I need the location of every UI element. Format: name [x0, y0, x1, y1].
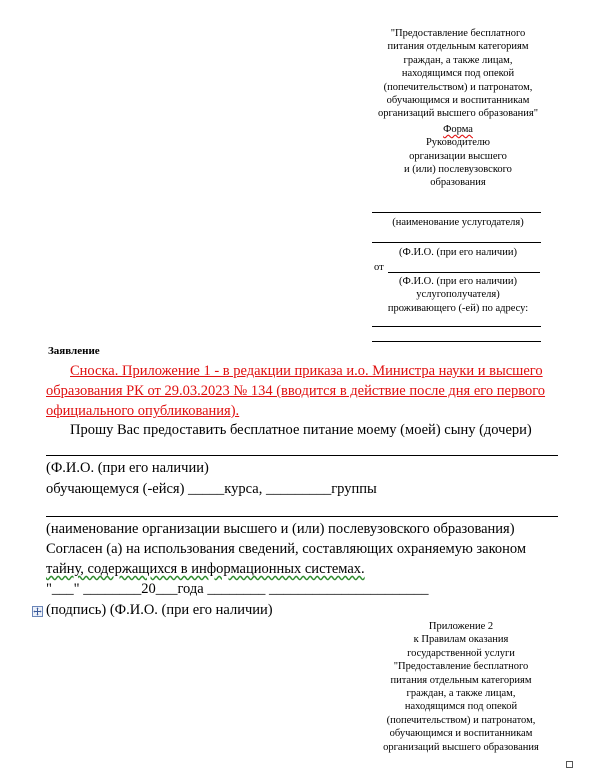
header-quote-line: организаций высшего образования": [377, 108, 538, 120]
header-quote-line: находящимся под опекой: [401, 68, 515, 80]
appendix-line: находящимся под опекой: [404, 701, 518, 713]
appendix-line: Приложение 2: [428, 621, 494, 632]
footnote-line: образования РК от 29.03.2023 № 134 (вводится в действие после дня его первого: [46, 383, 546, 399]
date-signature-line: "___" ________20___года ________ ______________________: [46, 581, 429, 597]
addressee-line: Руководителю: [425, 137, 491, 149]
fio-underline-1: [372, 242, 541, 243]
appendix-line: питания отдельным категориям: [390, 674, 532, 686]
consent-line-2-wrap: [46, 559, 365, 579]
fio-caption-2: (Ф.И.О. (при его наличии): [46, 460, 209, 476]
addressee-line: и (или) послевузовского: [404, 164, 512, 176]
org-caption: (наименование организации высшего и (или) послевузовского образования): [46, 521, 515, 537]
provider-caption: (наименование услугодателя): [392, 217, 524, 228]
appendix-line: организаций высшего образования: [383, 741, 539, 753]
form-label: Форма: [443, 123, 473, 135]
header-quote-line: питания отдельным категориям: [387, 41, 529, 53]
appendix-line: государственной услуги: [407, 647, 515, 659]
from-underline: [388, 272, 540, 273]
recipient-line: (Ф.И.О. (при его наличии): [399, 276, 517, 287]
statement-title: Заявление: [48, 345, 100, 357]
recipient-line: услугополучателя): [416, 289, 500, 301]
footnote-line: официального опубликования).: [46, 403, 240, 419]
request-line: Прошу Вас предоставить бесплатное питание моему (моей) сыну (дочери): [70, 422, 532, 438]
appendix-line: граждан, а также лицам,: [406, 688, 516, 700]
resize-handle-icon[interactable]: [566, 761, 573, 768]
move-handle-icon[interactable]: [32, 606, 43, 617]
appendix-line: (попечительством) и патронатом,: [386, 714, 536, 726]
student-line: обучающемуся (-ейся) _____курса, _________группы: [46, 481, 377, 497]
header-quote-line: граждан, а также лицам,: [403, 54, 513, 66]
header-quote: [364, 27, 552, 190]
consent-line-1: Согласен (а) на использования сведений, составляющих охраняемую законом: [46, 541, 527, 557]
recipient-line: проживающего (-ей) по адресу:: [387, 302, 529, 314]
addressee-line: организации высшего: [409, 150, 507, 162]
addressee-line: образования: [430, 177, 486, 189]
appendix-line: обучающимся и воспитанникам: [389, 728, 533, 740]
from-label: от: [374, 262, 384, 273]
provider-underline: [372, 212, 541, 213]
appendix-block: [366, 620, 556, 754]
address-underline-1: [372, 326, 541, 327]
appendix-line: к Правилам оказания: [413, 634, 509, 646]
fio-caption-1: (Ф.И.О. (при его наличии): [399, 247, 517, 258]
header-quote-line: "Предоставление бесплатного: [390, 28, 526, 39]
header-quote-line: (попечительством) и патронатом,: [383, 81, 533, 93]
child-name-underline: [46, 455, 558, 456]
footnote[interactable]: [46, 361, 586, 421]
header-quote-line: обучающимся и воспитанникам: [386, 95, 530, 107]
address-underline-2: [372, 341, 541, 342]
consent-line-2: тайну, содержащихся в информационных системах.: [46, 561, 365, 577]
footnote-line: Сноска. Приложение 1 - в редакции приказа и.о. Министра науки и высшего: [70, 363, 543, 379]
recipient-block: [364, 275, 552, 315]
signature-caption: (подпись) (Ф.И.О. (при его наличии): [46, 602, 273, 618]
appendix-line: "Предоставление бесплатного: [393, 661, 529, 673]
org-name-underline: [46, 516, 558, 517]
